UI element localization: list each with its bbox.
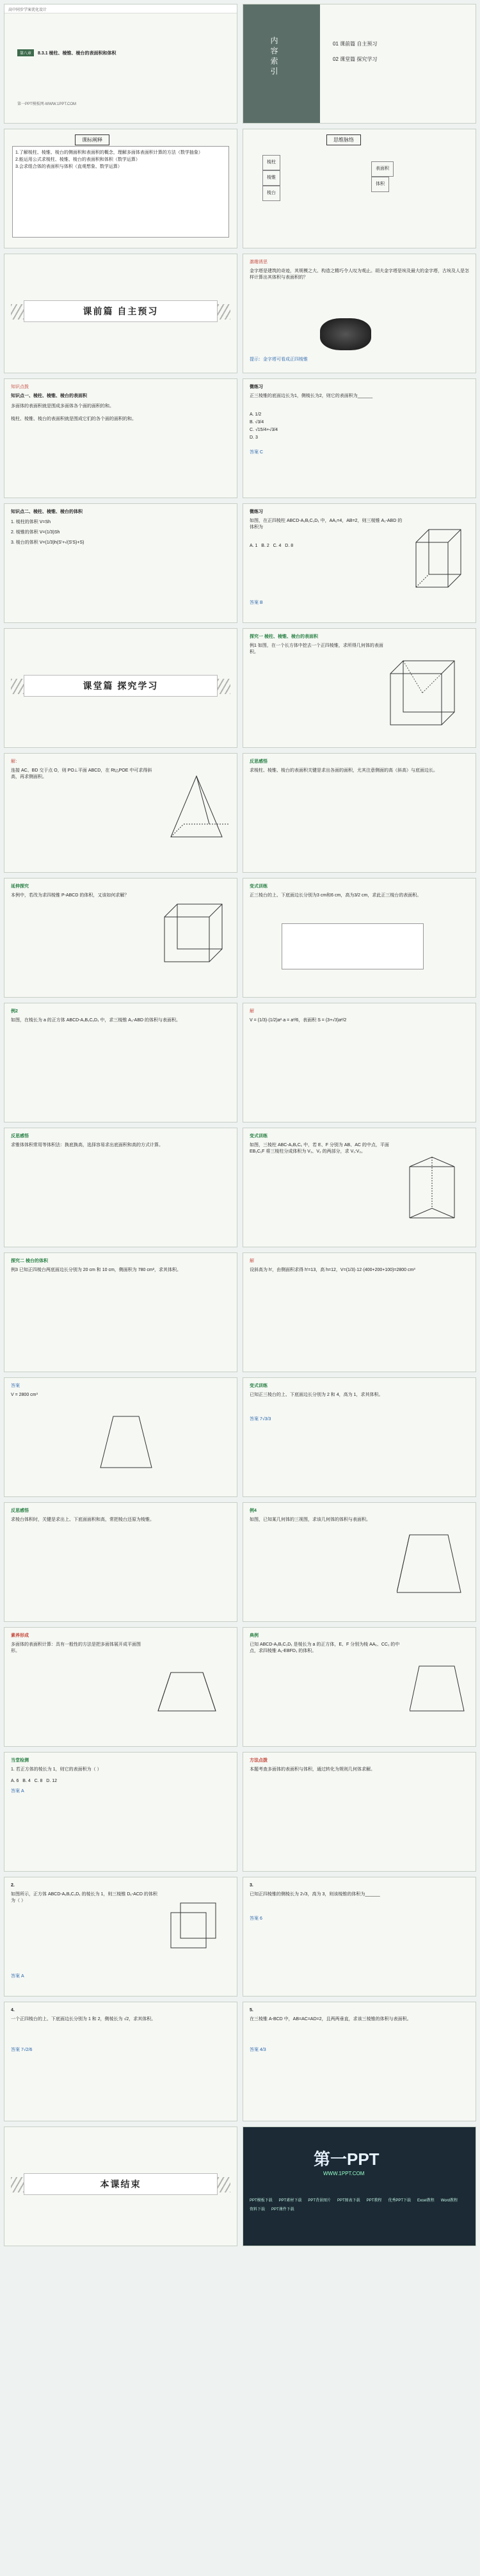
c3-text: 已知正四棱锥的侧棱长为 2√3，高为 3，则该棱锥的体积为______	[250, 1892, 380, 1897]
m-title: 方法点拨	[250, 1758, 268, 1763]
c4-title: 4.	[11, 2008, 15, 2013]
ex1-answer: 答案 C	[250, 450, 263, 455]
slide-footer[interactable]	[243, 2126, 476, 2246]
x1-text: 本例中，若改为求四棱锥 P-ABCD 的体积，又该如何求解？	[11, 893, 129, 898]
footer-link-5[interactable]: PPT教程	[366, 2199, 382, 2203]
ex2b-text: 如图，在棱长为 a 的正方体 ABCD-A₁B₁C₁D₁ 中，求三棱锥 A₁-ABD 的体积与表面积。	[11, 1018, 180, 1023]
m-text: 本题考查多面体的表面积与体积，通过转化为规则几何体求解。	[250, 1767, 375, 1772]
slide-reflect-3[interactable]	[4, 1502, 237, 1622]
mindmap-title: 思维脉络	[326, 134, 361, 145]
ex2-question: 如图，在正四棱柱 ABCD-A₁B₁C₁D₁ 中，AA₁=4，AB=2，则三棱锥 A₁-ABD 的体积为	[250, 519, 403, 530]
ex2-answer: 答案 B	[250, 601, 263, 605]
standards-line-3: 3.会求组合体的表面积与体积（直观想象、数学运算）	[15, 165, 122, 169]
slide-extend-1[interactable]	[4, 878, 237, 998]
slide-explore-1[interactable]	[243, 628, 476, 748]
slide-check-3[interactable]	[243, 1877, 476, 1997]
slide-answer-3[interactable]	[4, 1377, 237, 1497]
slide-solution-3[interactable]	[243, 1252, 476, 1372]
slide-contents[interactable]	[243, 4, 476, 124]
mindmap-node-5: 体积	[371, 177, 389, 192]
v3-text: 已知正三棱台的上、下底面边长分别为 2 和 4，高为 1，求其体积。	[250, 1393, 383, 1397]
cube-figure-2	[410, 1653, 467, 1717]
slide-method[interactable]	[243, 1752, 476, 1872]
cube-figure	[158, 898, 228, 975]
v1-title: 变式训练	[250, 884, 268, 889]
standards-line-1: 1.了解棱柱、棱锥、棱台的侧面积和表面积的概念，理解多面体表面积计算的方法（数学抽象）	[15, 150, 203, 155]
r1-title: 反思感悟	[250, 759, 268, 764]
cube-figure-3	[164, 1897, 222, 1961]
s2-title: 解	[250, 1009, 254, 1014]
a3-text: V = 2800 cm³	[11, 1393, 38, 1397]
e2-title: 探究二 棱台的体积	[11, 1259, 48, 1263]
c2-answer: 答案 A	[11, 1974, 24, 1979]
v1-text: 正三棱台的上、下底面边长分别为3 cm和6 cm，高为3/2 cm，求此正三棱台的表面积。	[250, 893, 422, 898]
k2-line-2: 2. 棱锥的体积 V=(1/3)Sh	[11, 530, 60, 535]
v3-title: 变式训练	[250, 1384, 268, 1388]
slide-typical[interactable]	[243, 1627, 476, 1747]
s1-title: 解：	[11, 759, 20, 764]
k2-title: 知识点二、棱柱、棱锥、棱台的体积	[11, 510, 83, 514]
c1-option-d[interactable]: D. 12	[46, 1779, 58, 1783]
c5-answer: 答案 4/3	[250, 2048, 266, 2052]
k1-title: 知识点一、棱柱、棱锥、棱台的表面积	[11, 394, 87, 398]
x1-title: 延伸探究	[11, 884, 29, 889]
mindmap-node-1: 棱柱	[262, 155, 280, 170]
contents-item-1[interactable]: 01 课前篇 自主预习	[333, 41, 378, 47]
mindmap-node-3: 棱台	[262, 186, 280, 201]
r2-title: 反思感悟	[11, 1134, 29, 1138]
k1-label: 知识点拨	[11, 385, 29, 389]
ex2-title: 微练习	[250, 510, 263, 514]
e2-text: 例3 已知正四棱台两底面边长分别为 20 cm 和 10 cm，侧面积为 780 cm²，求其体积。	[11, 1268, 182, 1272]
c1-option-c[interactable]: C. 8	[34, 1779, 43, 1783]
s2-text: V = (1/3)·(1/2)a²·a = a³/6，表面积 S = (3+√3)a²/2	[250, 1018, 347, 1023]
footer-link-6[interactable]: 优秀PPT下载	[388, 2199, 412, 2203]
c1-option-a[interactable]: A. 6	[11, 1779, 19, 1783]
typ-text: 已知 ABCD-A₁B₁C₁D₁ 是棱长为 a 的正方体，E、F 分别为棱 AA₁、CC₁ 的中点，求四棱锥 A₁-EBFD₁ 的体积。	[250, 1642, 400, 1653]
k1-line-2: 棱柱、棱锥、棱台的表面积就是围成它们的各个面的面积的和。	[11, 417, 136, 421]
c4-answer: 答案 7√2/6	[11, 2048, 33, 2052]
ex2b-title: 例2	[11, 1009, 18, 1014]
explore-banner: 课堂篇 探究学习	[24, 675, 218, 697]
section-title: 8.3.1 棱柱、棱锥、棱台的表面积和体积	[38, 51, 116, 56]
footer-link-9[interactable]: 资料下载	[250, 2208, 266, 2212]
lit-text: 多面体的表面积计算：具有一般性的方法是把多面体展开成平面图形。	[11, 1642, 141, 1653]
slide-banner-preview[interactable]	[4, 254, 237, 373]
slide-reflect-1[interactable]	[243, 753, 476, 873]
ex2-option-a[interactable]: A. 1	[250, 544, 258, 548]
slide-check-4[interactable]	[4, 2002, 237, 2121]
cuboid-pyramid-figure	[384, 648, 461, 738]
slide-knowledge-1[interactable]	[4, 378, 237, 498]
slide-example-4[interactable]	[243, 1502, 476, 1622]
k2-line-1: 1. 棱柱的体积 V=Sh	[11, 520, 51, 524]
v2-title: 变式训练	[250, 1134, 268, 1138]
v2-text: 如图，三棱柱 ABC-A₁B₁C₁ 中，若 E、F 分别为 AB、AC 的中点，平面 EB₁C₁F 将三棱柱分成体积为 V₁、V₂ 的两部分，求 V₁:V₂。	[250, 1143, 389, 1154]
ex1-option-d[interactable]: D. 3	[250, 435, 258, 440]
slide-literacy[interactable]	[4, 1627, 237, 1747]
footer-link-1[interactable]: PPT模板下载	[250, 2199, 273, 2203]
c4-text: 一个正四棱台的上、下底面边长分别为 1 和 2，侧棱长为 √2，求其体积。	[11, 2017, 156, 2021]
ex1-title: 微练习	[250, 385, 263, 389]
s3-text: 设斜高为 h'，由侧面积求得 h'=13，高 h=12，V=(1/3)·12·(400+200+100)=2800 cm³	[250, 1268, 415, 1272]
slide-mindmap[interactable]	[243, 129, 476, 248]
ex1-option-a[interactable]: A. 1/2	[250, 412, 262, 417]
c5-title: 5.	[250, 2008, 253, 2013]
ex2-option-c[interactable]: C. 4	[273, 544, 282, 548]
pyramid-figure	[164, 773, 228, 850]
mindmap-node-2: 棱锥	[262, 170, 280, 186]
intro-text: 金字塔是建筑的奇迹，其规模之大、构造之精巧令人叹为观止。胡夫金字塔是埃及最大的金字塔，古埃及人是怎样计算出其体积与表面积的？	[250, 269, 469, 280]
end-banner: 本课结束	[24, 2173, 218, 2195]
standards-line-2: 2.能运用公式求棱柱、棱锥、棱台的表面积和体积（数学运算）	[15, 158, 140, 162]
c3-answer: 答案 6	[250, 1916, 262, 1921]
lit-title: 素养形成	[11, 1633, 29, 1638]
slide-example-2[interactable]	[4, 1003, 237, 1122]
c1-title: 当堂检测	[11, 1758, 29, 1763]
c1-answer: 答案 A	[11, 1789, 24, 1794]
c2-title: 2.	[11, 1883, 15, 1888]
a3-title: 答案	[11, 1384, 20, 1388]
footer-link-7[interactable]: Excel教程	[417, 2199, 435, 2203]
r1-text: 求棱柱、棱锥、棱台的表面积关键是求出各面的面积，尤其注意侧面的高（斜高）与底面边长。	[250, 768, 438, 773]
c5-text: 在三棱锥 A-BCD 中，AB=AC=AD=2，且两两垂直，求该三棱锥的体积与表面积。	[250, 2017, 412, 2021]
ex2-option-d[interactable]: D. 8	[285, 544, 294, 548]
slide-check-2[interactable]	[4, 1877, 237, 1997]
footer-url[interactable]: WWW.1PPT.COM	[323, 2171, 365, 2176]
c3-title: 3.	[250, 1883, 253, 1888]
ex4-text: 如图，已知某几何体的三视图，求该几何体的体积与表面积。	[250, 1518, 371, 1522]
preview-banner: 课前篇 自主预习	[24, 300, 218, 322]
prism-figure	[410, 523, 467, 594]
frustum-net-figure	[152, 1666, 222, 1724]
footer-link-8[interactable]: Word教程	[440, 2199, 458, 2203]
standards-title: 课标阐释	[75, 134, 109, 145]
slide-reflect-2[interactable]	[4, 1128, 237, 1247]
chapter-tag: 第八章	[17, 49, 34, 56]
slide-exercise-2[interactable]	[243, 503, 476, 623]
slide-cover[interactable]	[4, 4, 237, 124]
contents-title: 内容索引	[269, 36, 278, 77]
r3-text: 求棱台体积时，关键是求出上、下底面面积和高，常把棱台还原为棱锥。	[11, 1518, 154, 1522]
slide-solution-2[interactable]	[243, 1003, 476, 1122]
footer-link-4[interactable]: PPT图表下载	[337, 2199, 360, 2203]
brand: 第一PPT模板网-WWW.1PPT.COM	[17, 102, 76, 106]
e1-title: 探究一 棱柱、棱锥、棱台的表面积	[250, 635, 318, 639]
footer-link-3[interactable]: PPT背景图片	[308, 2199, 332, 2203]
c1-text: 1. 若正方体的棱长为 1，则它的表面积为（ ）	[11, 1767, 102, 1772]
pyramid-image	[320, 318, 371, 350]
ex4-title: 例4	[250, 1509, 257, 1513]
slide-standards[interactable]	[4, 129, 237, 248]
three-view-figure	[397, 1522, 467, 1605]
r2-text: 求锥体体积常用等体积法：换底换高，选择容易求出底面积和高的方式计算。	[11, 1143, 163, 1147]
triangular-prism-figure	[403, 1154, 467, 1224]
slide-banner-explore[interactable]	[4, 628, 237, 748]
slide-end[interactable]	[4, 2126, 237, 2246]
ex1-option-b[interactable]: B. √3/4	[250, 420, 264, 425]
slide-variant-2[interactable]	[243, 1128, 476, 1247]
ex1-question: 正三棱锥的底面边长为1，侧棱长为2，则它的表面积为______	[250, 394, 373, 398]
s3-title: 解	[250, 1259, 254, 1263]
k2-line-3: 3. 棱台的体积 V=(1/3)h(S'+√(S'S)+S)	[11, 540, 84, 545]
c1-option-b[interactable]: B. 4	[22, 1779, 31, 1783]
v3-answer: 答案 7√3/3	[250, 1417, 271, 1422]
ex2-option-b[interactable]: B. 2	[261, 544, 269, 548]
intro-answer: 提示：金字塔可看成正四棱锥	[250, 357, 308, 362]
intro-label: 激趣诱思	[250, 260, 268, 264]
slide-explore-2[interactable]	[4, 1252, 237, 1372]
k1-line-1: 多面体的表面积就是围成多面体各个面的面积的和。	[11, 404, 114, 409]
ex1-option-c[interactable]: C. √15/4+√3/4	[250, 428, 278, 432]
e1-text: 例1 如图，在一个长方体中挖去一个正四棱锥，求所得几何体的表面积。	[250, 644, 383, 654]
slide-solution-1[interactable]	[4, 753, 237, 873]
slide-check-1[interactable]	[4, 1752, 237, 1872]
logo-text: 高中同步学案优化设计	[4, 4, 237, 13]
frustum-figure	[94, 1410, 158, 1474]
flowchart-box	[282, 923, 424, 969]
slide-exercise-1[interactable]	[243, 378, 476, 498]
r3-title: 反思感悟	[11, 1509, 29, 1513]
footer-brand: 第一PPT	[314, 2150, 380, 2169]
footer-link-2[interactable]: PPT素材下载	[278, 2199, 302, 2203]
slide-variant-3[interactable]	[243, 1377, 476, 1497]
slide-knowledge-2[interactable]	[4, 503, 237, 623]
slides-grid	[4, 4, 476, 2246]
slide-variant-1[interactable]	[243, 878, 476, 998]
s1-text: 连接 AC、BD 交于点 O，则 PO⊥平面 ABCD，在 Rt△POE 中可求得斜高，再求侧面积。	[11, 768, 152, 779]
contents-item-2[interactable]: 02 课堂篇 探究学习	[333, 56, 378, 62]
c2-text: 如图所示，正方体 ABCD-A₁B₁C₁D₁ 的棱长为 1，则三棱锥 D₁-ACD 的体积为（ ）	[11, 1892, 157, 1903]
mindmap-node-4: 表面积	[371, 161, 394, 177]
slide-intro[interactable]	[243, 254, 476, 373]
slide-check-5[interactable]	[243, 2002, 476, 2121]
typ-title: 典例	[250, 1633, 259, 1638]
footer-link-10[interactable]: PPT课件下载	[271, 2208, 294, 2212]
